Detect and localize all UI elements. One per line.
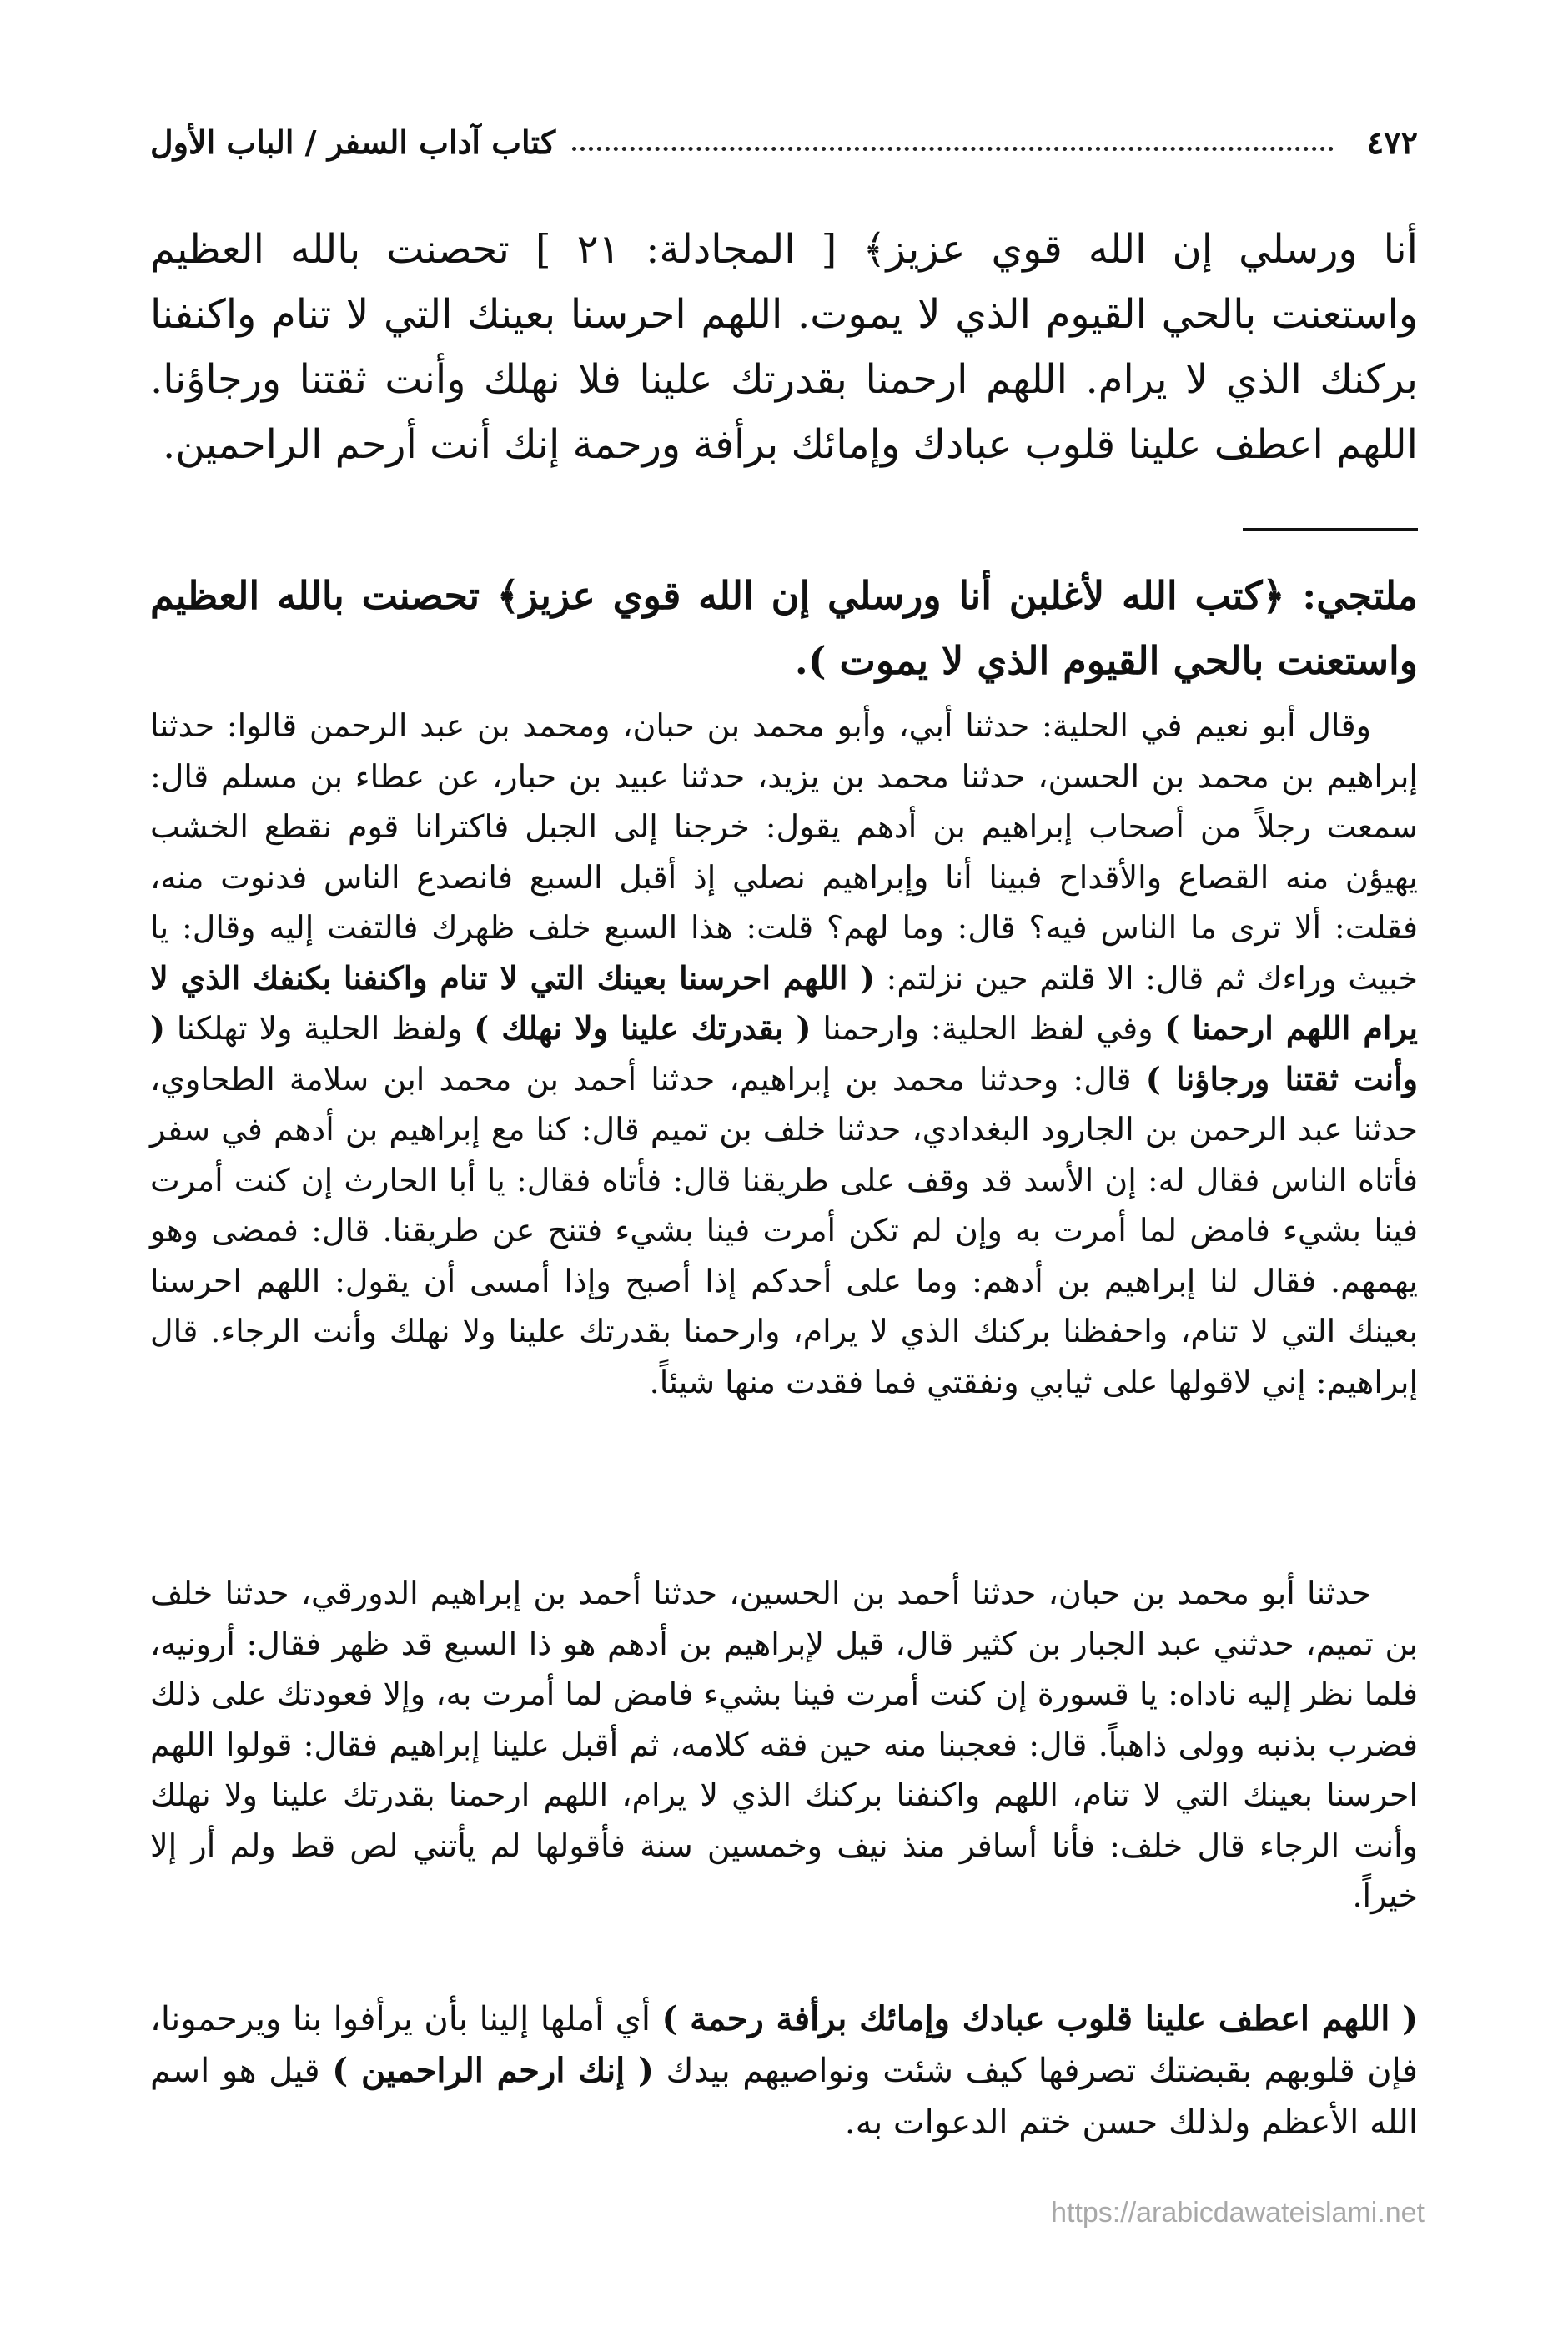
commentary-text: أي أملها إلينا بأن يرأفوا بنا ويرحمونا، فإن قلوبهم بقبضتك تصرفها كيف شئت ونواصيهم بيدك [150,2000,1418,2090]
commentary-heading [150,563,1418,693]
source-watermark: https://arabicdawateislami.net [1051,2197,1425,2229]
commentary-text: حدثنا أبو محمد بن حبان، حدثنا أحمد بن الحسين، حدثنا أحمد بن إبراهيم الدورقي، حدثنا خلف بن تميم، حدثني عبد الجبار بن كثير قال، قيل لإبراهيم بن أدهم هو ذا السبع قد ظهر فقال: أرونيه، فلما نظر إليه ناداه: يا قسورة إن كنت أمرت فينا بشيء فامض لما أمرت به، وإلا فعودتك على ذلك فضرب بذنبه وولى ذاهباً. قال: فعجبنا منه حين فقه كلامه، ثم أقبل علينا إبراهيم فقال: قولوا اللهم احرسنا بعينك التي لا تنام، اللهم واكنفنا بركنك الذي لا يرام، اللهم ارحمنا بقدرتك علينا ولا نهلك وأنت الرجاء قال خلف: فأنا أسافر منذ نيف وخمسين سنة فأقولها لم يأتني لص قط ولم أر إلا خيراً. [150,1575,1418,1914]
main-text [150,217,1418,477]
main-text-paragraph: أنا ورسلي إن الله قوي عزيز﴾ [ المجادلة: ٢١ ] تحصنت بالله العظيم واستعنت بالحي القيوم الذي لا يموت. اللهم احرسنا بعينك التي لا تنام واكنفنا بركنك الذي لا يرام. اللهم ارحمنا بقدرتك علينا فلا نهلك وأنت ثقتنا ورجاؤنا. اللهم اعطف علينا قلوب عبادك وإمائك برأفة ورحمة إنك أنت أرحم الراحمين. [150,226,1419,468]
commentary-text: قال: وحدثنا محمد بن إبراهيم، حدثنا أحمد بن محمد ابن سلامة الطحاوي، حدثنا عبد الرحمن بن الجارود البغدادي، حدثنا خلف بن تميم قال: كنا مع إبراهيم بن أدهم في سفر فأتاه الناس فقال له: إن الأسد قد وقف على طريقنا قال: فأتاه فقال: يا أبا الحارث إن كنت أمرت فينا بشيء فامض لما أمرت به وإن لم تكن أمرت فينا بشيء فتنح عن طريقنا. قال: فمضى وهو يهمهم. فقال لنا إبراهيم بن أدهم: وما على أحدكم إذا أصبح وإذا أمسى أن يقول: اللهم احرسنا بعينك التي لا تنام، واحفظنا بركنك الذي لا يرام، وارحمنا بقدرتك علينا ولا نهلك وأنت الرجاء. قال إبراهيم: إني لاقولها على ثيابي ونفقتي فما فقدت منها شيئاً. [150,1060,1418,1400]
commentary-paragraph-1 [150,701,1418,1407]
commentary-text: قيل هو اسم الله الأعظم ولذلك حسن ختم الدعوات به. [150,2052,1418,2142]
running-title: كتاب آداب السفر / الباب الأول [150,123,556,161]
footnote-separator [1243,528,1418,531]
commentary-paragraph-2 [150,1568,1418,1922]
header-dot-leader [572,147,1334,151]
page-header [150,117,1418,167]
quoted-supplication: ( بقدرتك علينا ولا نهلك ) [474,1009,812,1047]
commentary-paragraph-3 [150,1993,1418,2149]
quoted-supplication: ( اللهم احرسنا بعينك التي لا تنام واكنفنا بكنفك الذي لا يرام اللهم ارحمنا ) [150,958,1418,1047]
quoted-supplication: ( اللهم اعطف علينا قلوب عبادك وإمائك برأفة رحمة ) [661,1999,1418,2038]
commentary-heading-text: ملتجي: ﴿كتب الله لأغلبن أنا ورسلي إن الله قوي عزيز﴾ تحصنت بالله العظيم واستعنت بالحي القيوم الذي لا يموت ). [150,573,1418,683]
quoted-supplication: ( إنك ارحم الراحمين ) [332,2051,654,2090]
page-number: ٤٧٢ [1366,123,1418,161]
commentary-text: ولفظ الحلية ولا تهلكنا [176,1010,463,1047]
commentary-text: وقال أبو نعيم في الحلية: حدثنا أبي، وأبو محمد بن حبان، ومحمد بن عبد الرحمن قالوا: حدثنا إبراهيم بن محمد بن الحسن، حدثنا محمد بن يزيد، حدثنا عبيد بن حبار، عن عطاء بن مسلم قال: سمعت رجلاً من أصحاب إبراهيم بن أدهم يقول: خرجنا إلى الجبل فاكترانا قوم نقطع الخشب يهيؤن منه القصاع والأقداح فبينا أنا وإبراهيم نصلي إذ أقبل السبع فانصدع الناس فدنوت منه، فقلت: ألا ترى ما الناس فيه؟ قال: وما لهم؟ قلت: هذا السبع خلف ظهرك فالتفت إليه وقال: يا خبيث وراءك ثم قال: الا قلتم حين نزلتم: [150,707,1418,997]
commentary-text: وفي لفظ الحلية: وارحمنا [822,1010,1153,1047]
quoted-supplication: ( وأنت ثقتنا ورجاؤنا ) [150,1009,1418,1098]
